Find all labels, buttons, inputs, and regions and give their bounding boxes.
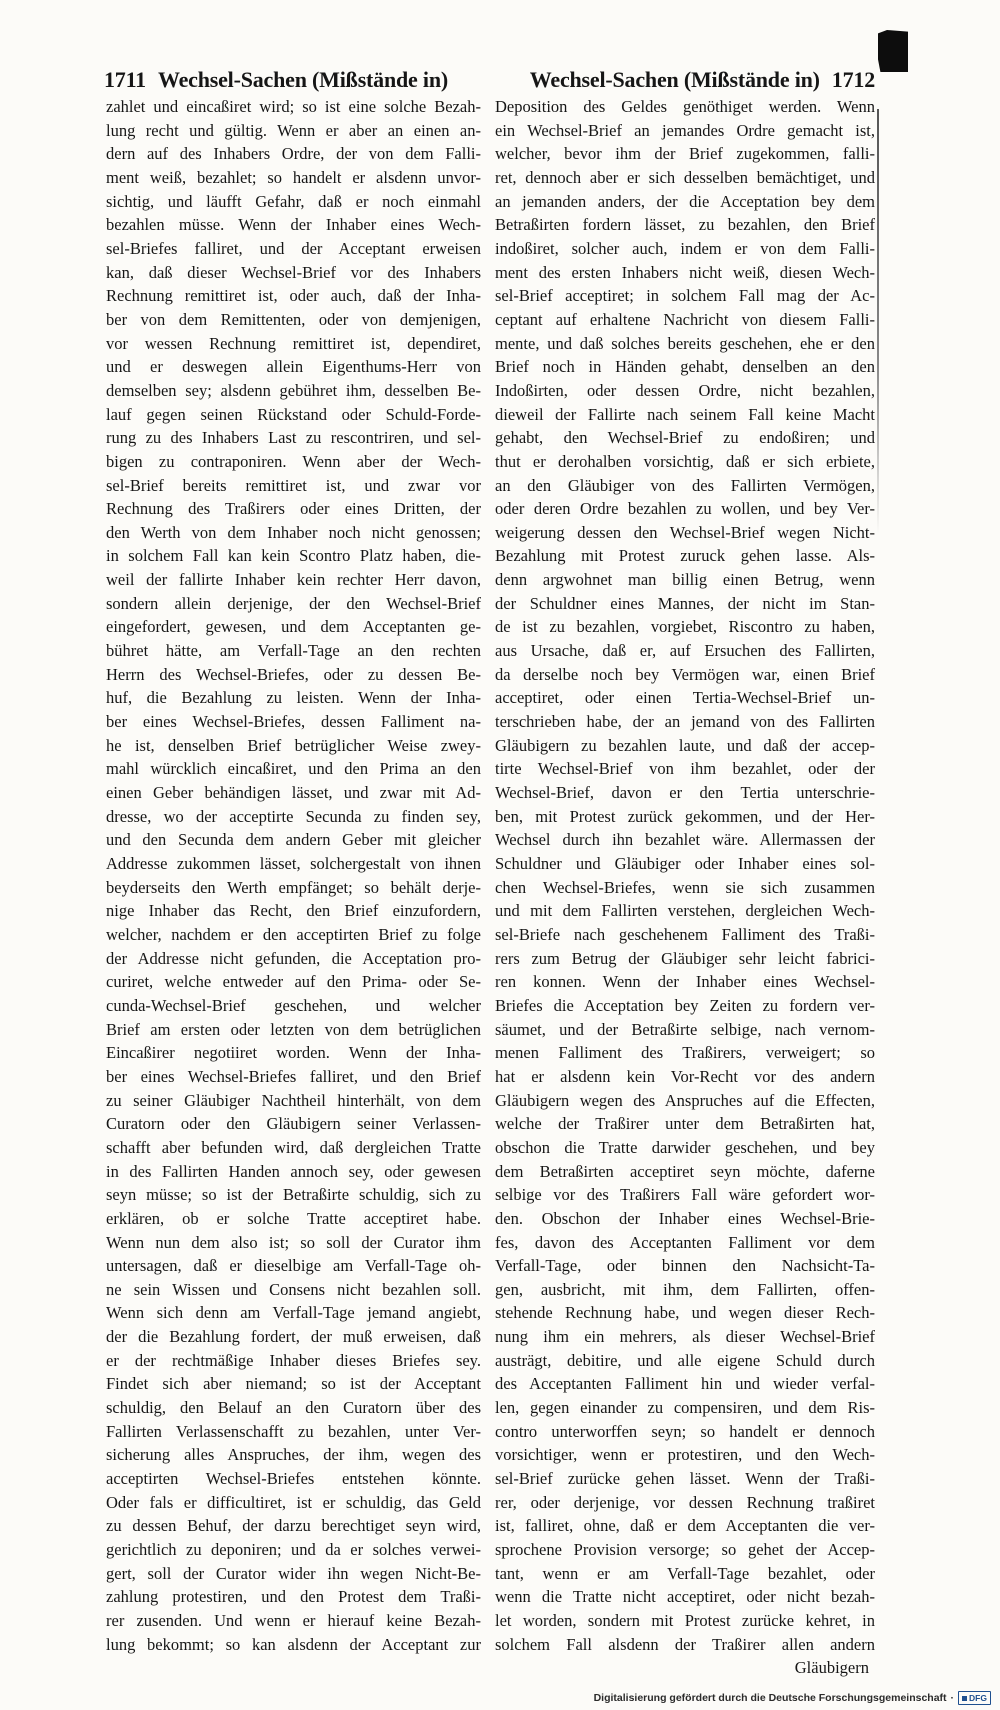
text-line: de ist zu bezahlen, vorgiebet, Riscontro zu haben, [495, 617, 875, 637]
text-line: des Acceptanten Falliment hin und wieder verfal- [495, 1374, 875, 1394]
text-line: bigen zu contraponiren. Wenn aber der Wech- [106, 451, 481, 471]
text-line: ne sein Wissen und Consens nicht bezahlen soll. [106, 1279, 481, 1299]
text-line: Deposition des Geldes genöthiget werden. Wenn [495, 97, 875, 116]
text-line: und den Secunda dem andern Geber mit gleicher [106, 830, 481, 850]
text-line: Rechnung remittiret ist, oder auch, daß der Inha- [106, 286, 481, 306]
text-line: gehabt, den Wechsel-Brief zu endoßiren; und [495, 428, 875, 448]
text-line: acceptiret, oder einen Tertia-Wechsel-Brief un- [495, 688, 875, 708]
text-line: wenn die Tratte nicht acceptiret, oder nicht bezah- [495, 1587, 875, 1607]
left-column [106, 95, 481, 1656]
text-line: Bezahlung mit Protest zuruck gehen lasse. Als- [495, 546, 875, 566]
text-line: solchem Fall alsdenn der Traßirer allen andern [495, 1634, 875, 1654]
text-line: demselben sey; alsdenn gebühret ihm, desselben Be- [106, 380, 481, 400]
text-line: dieweil der Fallirte nach seinem Fall keine Macht [495, 404, 875, 424]
left-page-number: 1711 [104, 67, 146, 92]
left-running-title: Wechsel-Sachen (Mißstände in) [158, 67, 448, 92]
text-line: ceptant auf erhaltene Nachricht von diesem Falli- [495, 309, 875, 329]
text-line: mahl würcklich eincaßiret, und den Prima an den [106, 759, 481, 779]
text-line: menen Falliment des Traßirers, verweigert; so [495, 1043, 875, 1063]
text-line: lauf gegen seinen Rückstand oder Schuld-Forde- [106, 404, 481, 424]
text-line: Wenn sich denn am Verfall-Tage jemand angiebt, [106, 1303, 481, 1323]
text-line: rer, oder derjenige, vor dessen Rechnung traßiret [495, 1492, 875, 1512]
text-line: sel-Briefe nach geschehenem Falliment des Traßi- [495, 924, 875, 944]
text-line: gen, ausbricht, mit ihm, dem Fallirten, offen- [495, 1279, 875, 1299]
text-line: einen Geber behändigen lässet, und zwar mit Ad- [106, 783, 481, 803]
text-line: bühret hätte, am Verfall-Tage an den rechten [106, 641, 481, 661]
text-line: nung ihm ein mehrers, als dieser Wechsel-Brief [495, 1327, 875, 1347]
text-line: fes, davon des Acceptanten Falliment vor dem [495, 1232, 875, 1252]
text-line: in des Fallirten Handen annoch sey, oder gewesen [106, 1161, 481, 1181]
text-line: obschon die Tratte darwider geschehen, und bey [495, 1137, 875, 1157]
text-line: Brief am ersten oder letzten von dem betrüglichen [106, 1019, 481, 1039]
text-line: indoßiret, solcher auch, indem er von dem Falli- [495, 238, 875, 258]
text-line: dern auf des Inhabers Ordre, der von dem Falli- [106, 144, 481, 164]
text-line: acceptirten Wechsel-Briefes entstehen könnte. [106, 1469, 481, 1489]
text-line: austrägt, debitire, und alle eigene Schuld durch [495, 1350, 875, 1370]
text-line: ber eines Wechsel-Briefes, dessen Falliment na- [106, 712, 481, 732]
text-line: rer zusenden. Und wenn er hierauf keine Bezah- [106, 1611, 481, 1630]
right-page-number: 1712 [831, 67, 875, 92]
text-line: hat er alsdenn kein Vor-Recht vor des andern [495, 1066, 875, 1086]
text-line: weil der fallirte Inhaber kein rechter Herr davon, [106, 570, 481, 590]
text-line: an jemanden anders, der die Acceptation bey dem [495, 191, 875, 211]
footer-text: Digitalisierung gefördert durch die Deutsche Forschungsgemeinschaft [593, 1692, 947, 1704]
text-line: let worden, sondern mit Protest zurücke kehret, in [495, 1611, 875, 1630]
text-line: Fallirten Verlassenschafft zu bezahlen, unter Ver- [106, 1421, 481, 1441]
text-line: cunda-Wechsel-Brief geschehen, und welcher [106, 995, 481, 1015]
text-line: Oder fals er difficultiret, ist er schuldig, das Geld [106, 1492, 481, 1512]
dfg-logo [958, 1691, 991, 1705]
text-line: schuldig, den Belauf an den Curatorn über des [106, 1398, 481, 1418]
text-line: Eincaßirer negotiiret worden. Wenn der Inha- [106, 1043, 481, 1063]
text-line: und er deswegen allein Eigenthums-Herr von [106, 357, 481, 377]
text-line: Indoßirten, oder dessen Ordre, nicht bezahlen, [495, 380, 875, 400]
digitization-footer [594, 1691, 991, 1705]
text-line: bezahlen müsse. Wenn der Inhaber eines Wech- [106, 215, 481, 235]
text-line: zu seiner Gläubiger Nachtheil hinterhält, von dem [106, 1090, 481, 1110]
text-line: in solchem Fall kan kein Scontro Platz haben, die- [106, 546, 481, 566]
text-line: ret, dennoch aber er sich desselben bemächtiget, und [495, 167, 875, 187]
text-line: und mit dem Fallirten verstehen, dergleichen Wech- [495, 901, 875, 921]
text-line: sichtig, und läufft Gefahr, daß er noch einmahl [106, 191, 481, 211]
text-line: Betraßirten fordern lässet, zu bezahlen, den Brief [495, 215, 875, 235]
text-line: vorsichtiger, wenn er protestiren, und den Wech- [495, 1445, 875, 1465]
text-line: ber von dem Remittenten, oder von demjenigen, [106, 309, 481, 329]
text-line: tirte Wechsel-Brief von ihm bezahlet, oder der [495, 759, 875, 779]
text-line: sel-Brief acceptiret; in solchem Fall mag der Ac- [495, 286, 875, 306]
text-line: weigerung dessen den Wechsel-Brief wegen Nicht- [495, 522, 875, 542]
text-line: erklären, ob er solche Tratte acceptiret habe. [106, 1208, 481, 1228]
page-edge-shadow [877, 109, 879, 534]
text-line: dresse, wo der acceptirte Secunda zu finden sey, [106, 806, 481, 826]
text-line: aus Ursache, daß er, auf Ersuchen des Fallirten, [495, 641, 875, 661]
text-line: terschrieben habe, der an jemand von des Fallirten [495, 712, 875, 732]
text-line: chen Wechsel-Briefes, wenn sie sich zusammen [495, 877, 875, 897]
text-line: nige Inhaber das Recht, den Brief einzufordern, [106, 901, 481, 921]
text-line: dem Betraßirten acceptiret seyn möchte, daferne [495, 1161, 875, 1181]
text-line: stehende Rechnung habe, und wegen dieser Rech- [495, 1303, 875, 1323]
text-line: schafft aber befunden wird, daß dergleichen Tratte [106, 1137, 481, 1157]
right-running-title: Wechsel-Sachen (Mißstände in) [529, 67, 820, 92]
text-line: Schuldner und Gläubiger oder Inhaber eines sol- [495, 854, 875, 873]
text-line: kan, daß dieser Wechsel-Brief vor des Inhabers [106, 262, 481, 282]
footer-separator: · [950, 1692, 955, 1704]
text-line: Wechsel-Brief, davon er den Tertia unterschrie- [495, 783, 875, 803]
text-line: denn argwohnet man billig einen Betrug, wenn [495, 570, 875, 590]
text-line: rung zu des Inhabers Last zu rescontriren, und sel- [106, 428, 481, 448]
text-line: zahlet und eincaßiret wird; so ist eine solche Bezah- [106, 97, 481, 116]
catchword: Gläubigern [794, 1658, 869, 1678]
left-page-header [104, 66, 448, 94]
text-line: Findet sich aber niemand; so ist der Acceptant [106, 1374, 481, 1394]
text-line: Brief noch in Händen gehabt, denselben an den [495, 357, 875, 377]
text-line: welche der Traßirer unter dem Betraßirten hat, [495, 1114, 875, 1134]
text-line: ment weiß, bezahlet; so handelt er alsdenn unvor- [106, 167, 481, 187]
text-line: ist, falliret, ohne, daß er dem Acceptanten die ver- [495, 1516, 875, 1536]
text-line: sel-Brief zurücke gehen lässet. Wenn der Traßi- [495, 1469, 875, 1489]
text-line: Briefes die Acceptation bey Zeiten zu fordern ver- [495, 995, 875, 1015]
text-line: der Addresse nicht gefunden, die Acceptation pro- [106, 948, 481, 968]
text-line: lung recht und gültig. Wenn er aber an einen an- [106, 120, 481, 140]
page-edge-marker [878, 30, 908, 72]
text-line: der Schuldner eines Mannes, der nicht im Stan- [495, 593, 875, 613]
text-line: ber eines Wechsel-Briefes falliret, und den Brief [106, 1066, 481, 1086]
text-line: lung bekommt; so kan alsdenn der Acceptant zur [106, 1634, 481, 1654]
text-line: contro unterworffen seyn; so handelt er dennoch [495, 1421, 875, 1441]
text-line: sel-Briefes falliret, und der Acceptant erweisen [106, 238, 481, 258]
text-line: sprochene Provision versorge; so gehet der Accep- [495, 1540, 875, 1560]
dfg-logo-mark-icon [962, 1696, 967, 1701]
text-line: mente, und daß solches bereits geschehen, ehe er den [495, 333, 875, 353]
text-line: Gläubigern zu bezahlen laute, und daß der accep- [495, 735, 875, 755]
right-page-header [530, 66, 875, 94]
text-line: säumet, und der Betraßirte selbige, nach vernom- [495, 1019, 875, 1039]
text-line: sondern allein derjenige, der den Wechsel-Brief [106, 593, 481, 613]
text-line: den. Obschon der Inhaber eines Wechsel-Brie- [495, 1208, 875, 1228]
text-line: eingefordert, gewesen, und dem Acceptanten ge- [106, 617, 481, 637]
text-line: ein Wechsel-Brief an jemandes Ordre gemacht ist, [495, 120, 875, 140]
text-line: ment des ersten Inhabers nicht weiß, diesen Wech- [495, 262, 875, 282]
text-line: Addresse zukommen lässet, solchergestalt von ihnen [106, 854, 481, 873]
text-line: er der rechtmäßige Inhaber dieses Briefes sey. [106, 1350, 481, 1370]
text-line: he ist, denselben Brief betrüglicher Weise zwey- [106, 735, 481, 755]
text-line: curiret, welche entweder auf den Prima- oder Se- [106, 972, 481, 992]
text-line: Rechnung des Traßirers oder eines Dritten, der [106, 499, 481, 519]
text-line: zahlung protestiren, und den Protest dem Traßi- [106, 1587, 481, 1607]
text-line: Wechsel durch ihn bezahlet wäre. Allermassen der [495, 830, 875, 850]
text-line: Wenn nun dem also ist; so soll der Curator ihm [106, 1232, 481, 1252]
right-column [495, 95, 875, 1680]
text-line: sel-Brief bereits remittiret ist, und zwar vor [106, 475, 481, 495]
text-line: Gläubigern wegen des Anspruches auf die Effecten, [495, 1090, 875, 1110]
text-line: ren konnen. Wenn der Inhaber eines Wechsel- [495, 972, 875, 992]
text-line: zu dessen Behuf, der darzu berechtiget seyn wird, [106, 1516, 481, 1536]
text-line: untersagen, daß er dieselbige am Verfall-Tage oh- [106, 1256, 481, 1276]
text-line: vor wessen Rechnung remittiret ist, dependiret, [106, 333, 481, 353]
text-line: huf, die Bezahlung zu leisten. Wenn der Inha- [106, 688, 481, 708]
text-line: Verfall-Tage, oder binnen den Nachsicht-Ta- [495, 1256, 875, 1276]
text-line: sicherung alles Anspruches, der ihm, wegen des [106, 1445, 481, 1465]
text-line: beyderseits den Werth empfänget; so behält derje- [106, 877, 481, 897]
text-line: an den Gläubiger von des Fallirten Vermögen, [495, 475, 875, 495]
text-line: selbige vor des Traßirers Fall wäre gefordert wor- [495, 1185, 875, 1205]
text-line: Curatorn oder den Gläubigern seiner Verlassen- [106, 1114, 481, 1134]
text-line: tant, wenn er am Verfall-Tage bezahlet, oder [495, 1563, 875, 1583]
text-line: len, gegen einander zu compensiren, und dem Ris- [495, 1398, 875, 1418]
text-line: Herrn des Wechsel-Briefes, oder zu dessen Be- [106, 664, 481, 684]
text-line: der die Bezahlung fordert, der muß erweisen, daß [106, 1327, 481, 1347]
text-line: welcher, bevor ihm der Brief zugekommen, falli- [495, 144, 875, 164]
text-line: da derselbe noch bey Vermögen war, einen Brief [495, 664, 875, 684]
text-line: gert, soll der Curator wider ihn wegen Nicht-Be- [106, 1563, 481, 1583]
text-line: oder deren Ordre bezahlen zu wollen, und bey Ver- [495, 499, 875, 519]
text-line: welcher, nachdem er den acceptirten Brief zu folge [106, 924, 481, 944]
text-line: den Werth von dem Inhaber noch nicht genossen; [106, 522, 481, 542]
text-line: seyn müsse; so ist der Betraßirte schuldig, sich zu [106, 1185, 481, 1205]
dfg-logo-text: DFG [969, 1693, 987, 1703]
text-line: thut er derohalben vorsichtig, daß er sich erbiete, [495, 451, 875, 471]
text-line: ben, mit Protest zurück gekommen, und der Her- [495, 806, 875, 826]
text-line: rers zum Betrug der Gläubiger sehr leicht fabrici- [495, 948, 875, 968]
text-line: gerichtlich zu deponiren; und da er solches verwei- [106, 1540, 481, 1560]
